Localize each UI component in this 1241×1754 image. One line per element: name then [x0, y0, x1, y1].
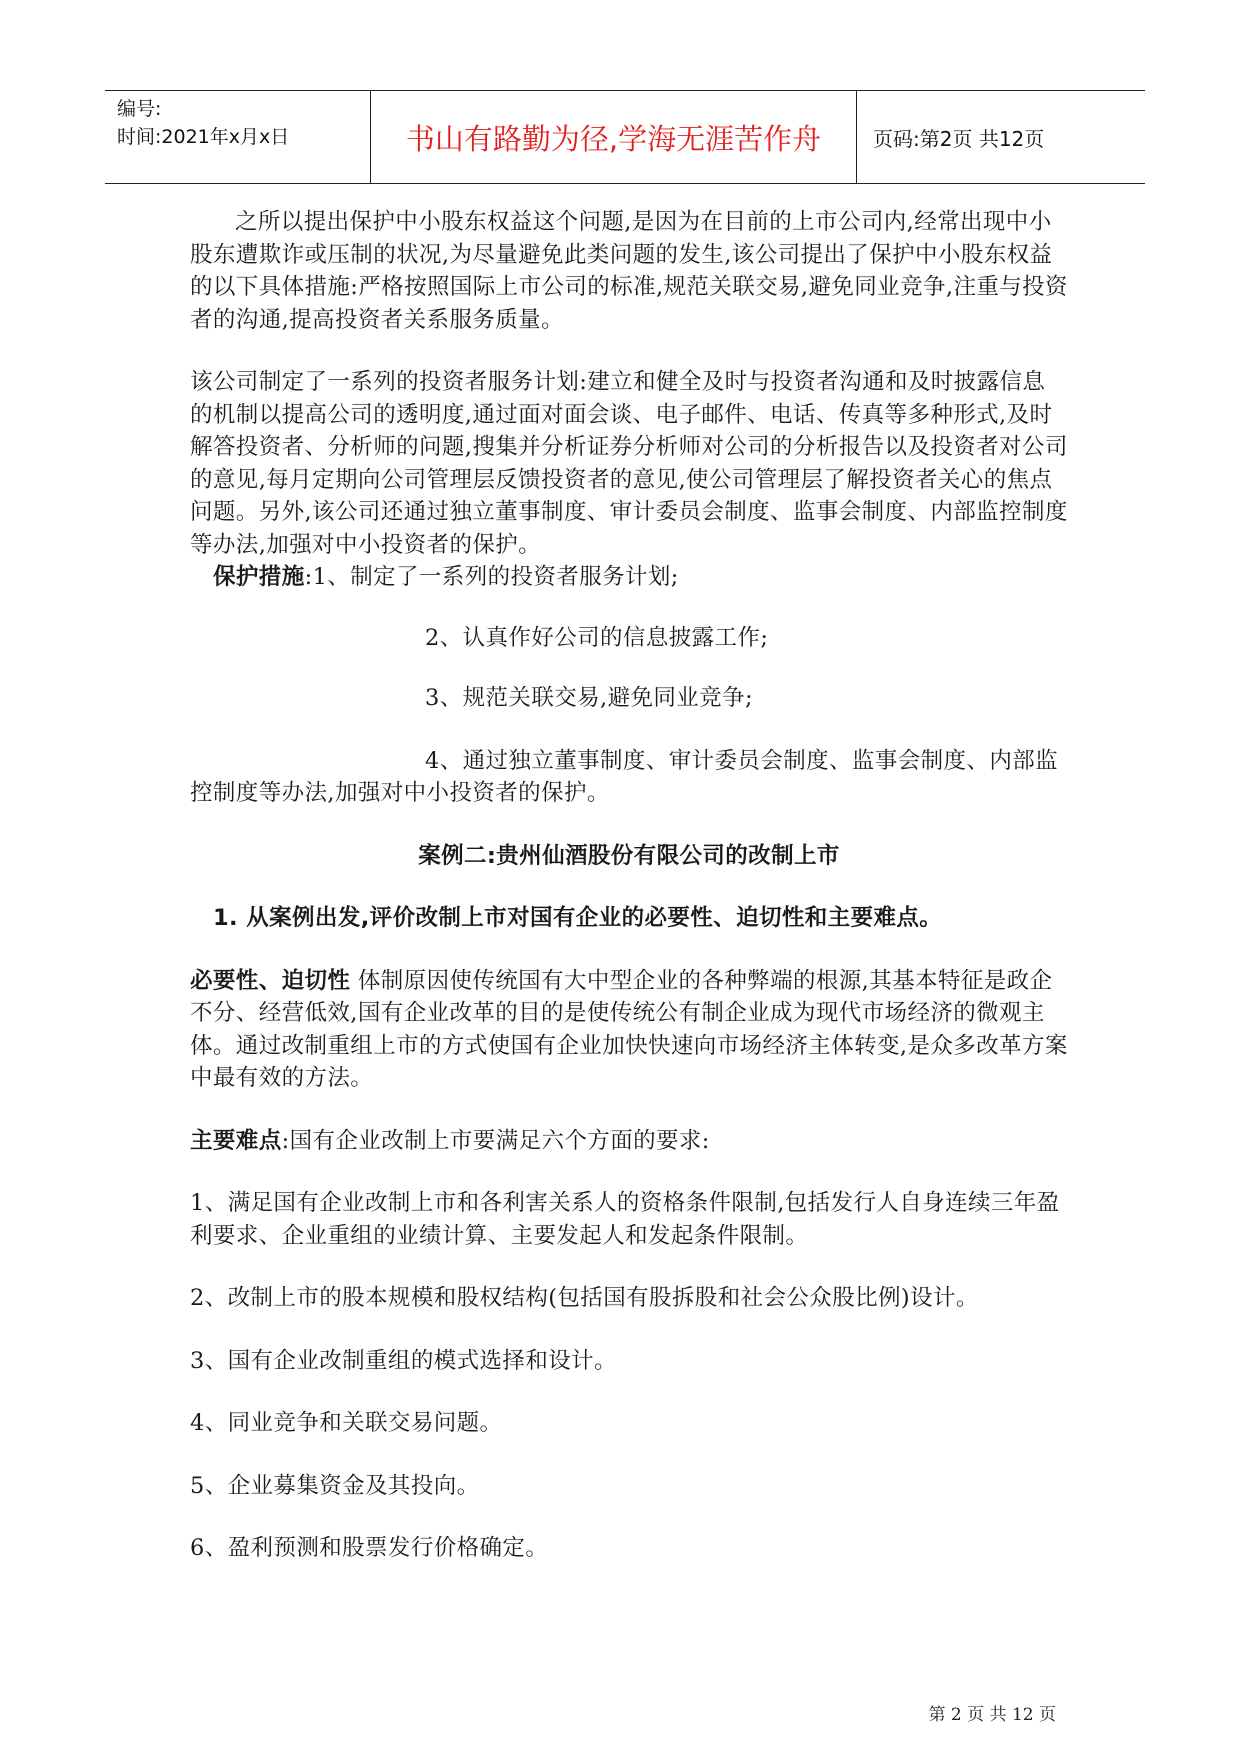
paragraph-2: 该公司制定了一系列的投资者服务计划:建立和健全及时与投资者沟通和及时披露信息的机制以提高公司的透明度,通过面对面会谈、电子邮件、电话、传真等多种形式,及时解答投资者、分析师的问题,搜集并分析证券分析师对公司的分析报告以及投资者对公司的意见,每月定期向公司管理层反馈投资者的意见,使公司管理层了解投资者关心的焦点问题。另外,该公司还通过独立董事制度、审计委员会制度、监事会制度、内部监控制度等办法,加强对中小投资者的保护。 — [190, 369, 1068, 558]
list-item: 4、同业竞争和关联交易问题。 — [190, 1410, 503, 1436]
header-meta — [117, 95, 289, 151]
list-item: 5、企业募集资金及其投向。 — [190, 1472, 480, 1499]
difficulty-label: 主要难点 — [190, 1127, 282, 1154]
measure-4: 4、通过独立董事制度、审计委员会制度、监事会制度、内部监控制度等办法,加强对中小投资者的保护。 — [190, 747, 1059, 806]
measure-3: 3、规范关联交易,避免同业竞争; — [425, 685, 753, 711]
case-title: 案例二:贵州仙酒股份有限公司的改制上市 — [418, 842, 840, 869]
question-1: 1. 从案例出发,评价改制上市对国有企业的必要性、迫切性和主要难点。 — [213, 905, 943, 931]
list-item: 1、满足国有企业改制上市和各利害关系人的资格条件限制,包括发行人自身连续三年盈利要求、企业重组的业绩计算、主要发起人和发起条件限制。 — [190, 1190, 1060, 1249]
measure-2: 2、认真作好公司的信息披露工作; — [425, 624, 769, 651]
list-item: 3、国有企业改制重组的模式选择和设计。 — [190, 1347, 617, 1374]
measures-label: 保护措施 — [213, 564, 305, 590]
page-header — [105, 90, 1145, 184]
necessity-label: 必要性、迫切性 — [190, 967, 351, 994]
header-page-code: 页码:第2页 共12页 — [873, 126, 1045, 151]
necessity-paragraph — [190, 965, 1068, 1095]
paragraph-1: 之所以提出保护中小股东权益这个问题,是因为在目前的上市公司内,经常出现中小股东遭欺诈或压制的状况,为尽量避免此类问题的发生,该公司提出了保护中小股东权益的以下具体措施:严格按照国际上市公司的标准,规范关联交易,避免同业竞争,注重与投资者的沟通,提高投资者关系服务质量。 — [190, 209, 1068, 333]
measure-1: :1、制定了一系列的投资者服务计划; — [304, 564, 679, 590]
difficulty-paragraph — [190, 1125, 1068, 1158]
header-motto: 书山有路勤为径,学海无涯苦作舟 — [370, 91, 857, 183]
page-footer: 第 2 页 共 12 页 — [928, 1705, 1056, 1725]
list-item: 2、改制上市的股本规模和股权结构(包括国有股拆股和社会公众股比例)设计。 — [190, 1285, 979, 1311]
measures-line — [190, 561, 1068, 594]
list-item: 6、盈利预测和股票发行价格确定。 — [190, 1535, 549, 1561]
time-label: 时间:2021年x月x日 — [117, 126, 290, 148]
necessity-text: 体制原因使传统国有大中型企业的各种弊端的根源,其基本特征是政企不分、经营低效,国有企业改革的目的是使传统公有制企业成为现代市场经济的微观主体。通过改制重组上市的方式使国有企业加快快速向市场经济主体转变,是众多改革方案中最有效的方法。 — [190, 967, 1068, 1091]
document-body — [190, 206, 1068, 1565]
number-label: 编号: — [117, 98, 162, 120]
difficulty-text: :国有企业改制上市要满足六个方面的要求: — [281, 1127, 710, 1154]
